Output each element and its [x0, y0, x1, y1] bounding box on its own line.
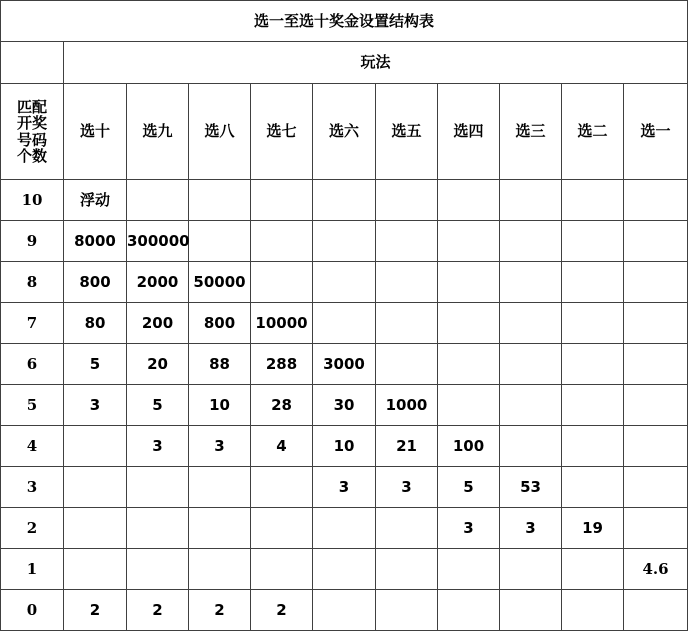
prize-cell [438, 303, 500, 344]
prize-cell [624, 344, 688, 385]
corner-blank-cell [1, 42, 64, 84]
prize-cell [562, 221, 624, 262]
prize-cell [624, 508, 688, 549]
prize-cell: 19 [562, 508, 624, 549]
column-header: 选三 [500, 84, 562, 180]
prize-cell [127, 549, 189, 590]
match-count-header-line: 号码 [16, 130, 47, 149]
table-row [1, 549, 688, 590]
column-header: 选五 [376, 84, 438, 180]
prize-cell: 10000 [251, 303, 313, 344]
prize-cell [376, 508, 438, 549]
table-title: 选一至选十奖金设置结构表 [1, 1, 688, 42]
prize-cell [562, 262, 624, 303]
prize-cell [624, 262, 688, 303]
prize-cell [562, 549, 624, 590]
prize-cell [562, 385, 624, 426]
table-row [1, 467, 688, 508]
prize-cell [189, 467, 251, 508]
prize-cell [376, 221, 438, 262]
prize-cell: 4.6 [624, 549, 688, 590]
prize-cell [313, 180, 376, 221]
prize-cell [438, 590, 500, 631]
prize-cell: 5 [127, 385, 189, 426]
play-type-group-header: 玩法 [64, 42, 688, 84]
prize-cell: 200 [127, 303, 189, 344]
prize-cell [500, 303, 562, 344]
prize-cell [127, 508, 189, 549]
table-row [1, 385, 688, 426]
column-header: 选九 [127, 84, 189, 180]
column-header: 选六 [313, 84, 376, 180]
column-header: 选二 [562, 84, 624, 180]
match-count-cell: 10 [1, 180, 64, 221]
prize-cell [313, 303, 376, 344]
prize-cell: 2 [64, 590, 127, 631]
prize-cell [189, 221, 251, 262]
prize-cell [500, 385, 562, 426]
prize-cell [624, 590, 688, 631]
column-header: 选四 [438, 84, 500, 180]
match-count-header-line: 个数 [16, 147, 47, 165]
prize-cell [438, 549, 500, 590]
match-count-cell: 3 [1, 467, 64, 508]
prize-cell [313, 508, 376, 549]
prize-cell [313, 549, 376, 590]
prize-cell [500, 262, 562, 303]
table-row [1, 590, 688, 631]
prize-cell: 100 [438, 426, 500, 467]
table-row [1, 262, 688, 303]
prize-cell [376, 262, 438, 303]
prize-cell [438, 262, 500, 303]
prize-cell [562, 180, 624, 221]
prize-cell [500, 590, 562, 631]
prize-cell [376, 344, 438, 385]
match-count-cell: 4 [1, 426, 64, 467]
prize-cell: 3 [189, 426, 251, 467]
prize-cell: 3 [376, 467, 438, 508]
prize-cell: 4 [251, 426, 313, 467]
prize-cell: 28 [251, 385, 313, 426]
prize-cell: 2 [127, 590, 189, 631]
prize-cell: 88 [189, 344, 251, 385]
prize-cell [438, 180, 500, 221]
prize-cell: 288 [251, 344, 313, 385]
prize-cell: 20 [127, 344, 189, 385]
prize-cell [189, 508, 251, 549]
group-header-row [1, 42, 688, 84]
prize-cell: 21 [376, 426, 438, 467]
prize-cell: 3 [500, 508, 562, 549]
match-count-cell: 1 [1, 549, 64, 590]
prize-cell [376, 549, 438, 590]
prize-cell [500, 221, 562, 262]
column-header: 选一 [624, 84, 688, 180]
prize-cell: 5 [438, 467, 500, 508]
table-row [1, 426, 688, 467]
prize-cell [562, 303, 624, 344]
table-row [1, 180, 688, 221]
prize-cell [64, 467, 127, 508]
match-count-cell: 6 [1, 344, 64, 385]
prize-cell [313, 262, 376, 303]
prize-cell [376, 303, 438, 344]
prize-cell [189, 549, 251, 590]
prize-cell [500, 180, 562, 221]
match-count-cell: 0 [1, 590, 64, 631]
prize-cell [251, 549, 313, 590]
table-row [1, 221, 688, 262]
prize-cell [376, 180, 438, 221]
prize-cell: 2 [189, 590, 251, 631]
table-body [1, 1, 688, 631]
prize-cell [127, 467, 189, 508]
prize-cell: 5 [64, 344, 127, 385]
prize-cell [189, 180, 251, 221]
prize-cell [251, 508, 313, 549]
table-row [1, 344, 688, 385]
column-header: 选八 [189, 84, 251, 180]
prize-cell: 3 [438, 508, 500, 549]
prize-cell [562, 590, 624, 631]
prize-cell: 800 [64, 262, 127, 303]
prize-cell [438, 385, 500, 426]
prize-cell [500, 426, 562, 467]
prize-cell [500, 549, 562, 590]
prize-cell [64, 426, 127, 467]
match-count-header-line: 开奖 [16, 114, 47, 132]
prize-cell [500, 344, 562, 385]
prize-cell: 10 [189, 385, 251, 426]
column-header-row [1, 84, 688, 180]
match-count-header-line: 匹配 [16, 97, 47, 116]
prize-cell [64, 549, 127, 590]
prize-cell [376, 590, 438, 631]
prize-cell: 10 [313, 426, 376, 467]
prize-cell [251, 180, 313, 221]
prize-cell: 3000 [313, 344, 376, 385]
prize-cell [562, 426, 624, 467]
column-header: 选十 [64, 84, 127, 180]
prize-cell: 30 [313, 385, 376, 426]
table-row [1, 508, 688, 549]
prize-cell [127, 180, 189, 221]
prize-cell: 300000 [127, 221, 189, 262]
prize-cell: 浮动 [64, 180, 127, 221]
prize-cell: 80 [64, 303, 127, 344]
prize-cell [438, 344, 500, 385]
match-count-cell: 7 [1, 303, 64, 344]
match-count-cell: 9 [1, 221, 64, 262]
prize-cell [313, 221, 376, 262]
prize-cell: 3 [127, 426, 189, 467]
table-row [1, 303, 688, 344]
prize-cell [438, 221, 500, 262]
prize-cell [624, 180, 688, 221]
prize-cell: 2000 [127, 262, 189, 303]
match-count-cell: 5 [1, 385, 64, 426]
title-row [1, 1, 688, 42]
prize-cell: 53 [500, 467, 562, 508]
prize-cell [313, 590, 376, 631]
prize-cell [624, 385, 688, 426]
prize-cell: 3 [313, 467, 376, 508]
match-count-header [1, 84, 64, 180]
prize-cell [251, 467, 313, 508]
prize-cell [562, 467, 624, 508]
prize-cell [562, 344, 624, 385]
prize-cell [251, 221, 313, 262]
prize-cell [251, 262, 313, 303]
prize-cell: 3 [64, 385, 127, 426]
match-count-cell: 2 [1, 508, 64, 549]
match-count-cell: 8 [1, 262, 64, 303]
prize-cell [64, 508, 127, 549]
prize-cell [624, 303, 688, 344]
prize-cell [624, 467, 688, 508]
prize-cell [624, 426, 688, 467]
prize-cell: 8000 [64, 221, 127, 262]
column-header: 选七 [251, 84, 313, 180]
prize-cell: 2 [251, 590, 313, 631]
prize-cell: 50000 [189, 262, 251, 303]
prize-cell: 1000 [376, 385, 438, 426]
prize-cell: 800 [189, 303, 251, 344]
prize-cell [624, 221, 688, 262]
